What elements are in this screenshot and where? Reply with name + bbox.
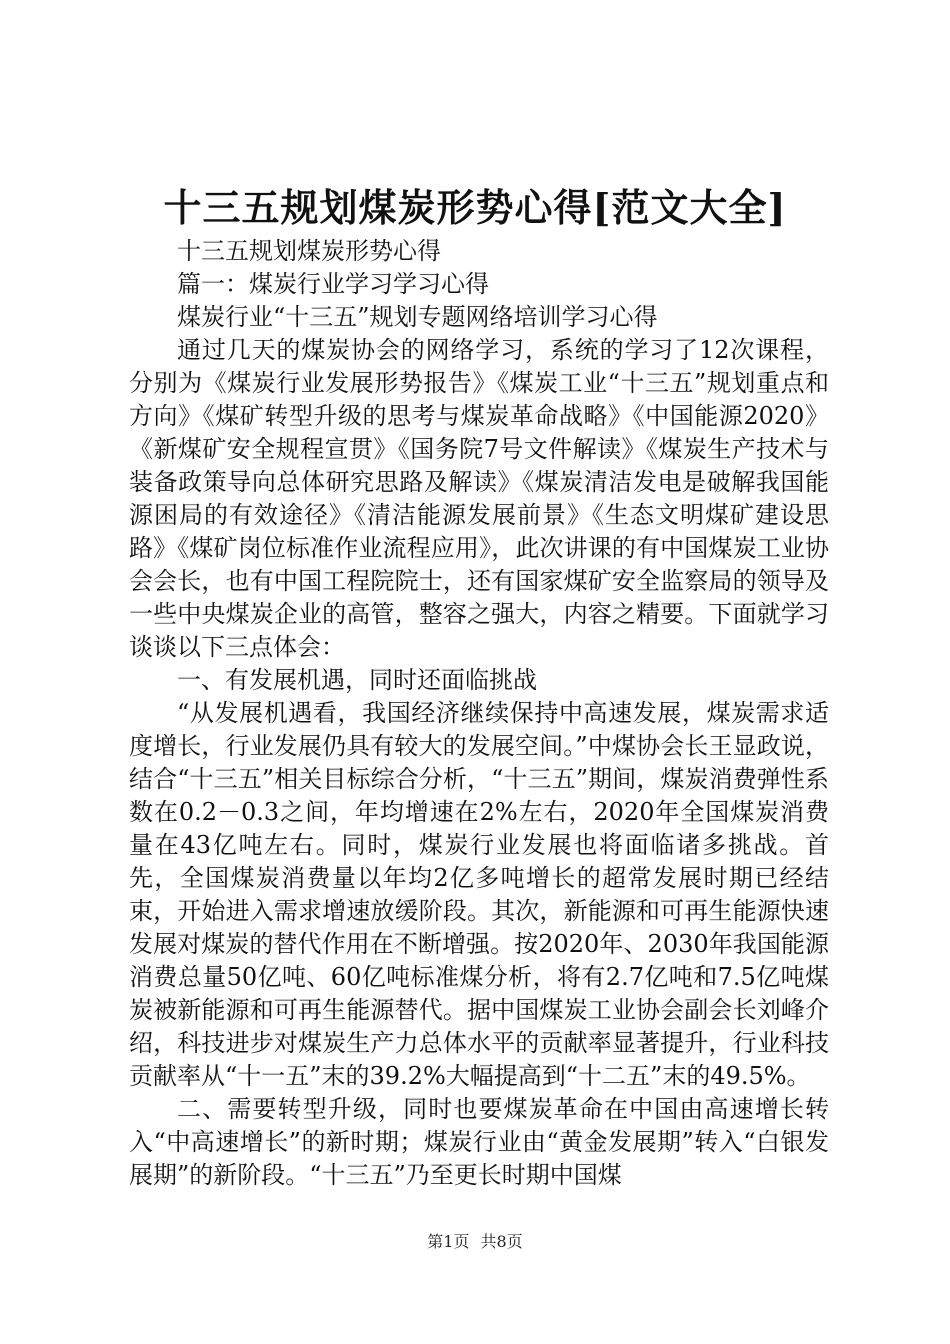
paragraph-point-one-body: “从发展机遇看，我国经济继续保持中高速发展，煤炭需求适度增长，行业发展仍具有较大的发展空间。”中煤协会长王显政说，结合“十三五”相关目标综合分析，“十三五”期间，煤炭消费弹性系数在0.2－0.3之间，年均增速在2%左右，2020年全国煤炭消费量在43亿吨左右。同时，煤炭行业发展也将面临诸多挑战。首先，全国煤炭消费量以年均2亿多吨增长的超常发展时期已经结束，开始进入需求增速放缓阶段。其次，新能源和可再生能源快速发展对煤炭的替代作用在不断增强。按2020年、2030年我国能源消费总量50亿吨、60亿吨标准煤分析，将有2.7亿吨和7.5亿吨煤炭被新能源和可再生能源替代。据中国煤炭工业协会副会长刘峰介绍，科技进步对煤炭生产力总体水平的贡献率显著提升，行业科技贡献率从“十一五”末的39.2%大幅提高到“十二五”末的49.5%。 bbox=[129, 699, 829, 1090]
document-body bbox=[129, 235, 829, 1192]
page-footer bbox=[0, 1231, 950, 1253]
document-title: 十三五规划煤炭形势心得[范文大全] bbox=[163, 185, 787, 230]
paragraph-intro: 通过几天的煤炭协会的网络学习，系统的学习了12次课程，分别为《煤炭行业发展形势报告》《煤炭工业“十三五”规划重点和方向》《煤矿转型升级的思考与煤炭革命战略》《中国能源2020》《新煤矿安全规程宣贯》《国务院7号文件解读》《煤炭生产技术与装备政策导向总体研究思路及解读》《煤炭清洁发电是破解我国能源困局的有效途径》《清洁能源发展前景》《生态文明煤矿建设思路》《煤矿岗位标准作业流程应用》，此次讲课的有中国煤炭工业协会会长，也有中国工程院院士，还有国家煤矿安全监察局的领导及一些中央煤炭企业的高管，整容之强大，内容之精要。下面就学习谈谈以下三点体会： bbox=[129, 336, 829, 661]
paragraph-section-title: 篇一：煤炭行业学习学习心得 bbox=[177, 270, 489, 298]
paragraph-heading: 十三五规划煤炭形势心得 bbox=[177, 237, 441, 265]
paragraph-point-one-heading: 一、有发展机遇，同时还面临挑战 bbox=[177, 666, 537, 694]
page-total: 共8页 bbox=[480, 1232, 523, 1251]
paragraph-subtitle: 煤炭行业“十三五”规划专题网络培训学习心得 bbox=[177, 303, 658, 331]
paragraph-point-two: 二、需要转型升级，同时也要煤炭革命在中国由高速增长转入“中高速增长”的新时期；煤炭行业由“黄金发展期”转入“白银发展期”的新阶段。“十三五”乃至更长时期中国煤 bbox=[129, 1095, 829, 1189]
page-number: 第1页 bbox=[427, 1232, 470, 1251]
